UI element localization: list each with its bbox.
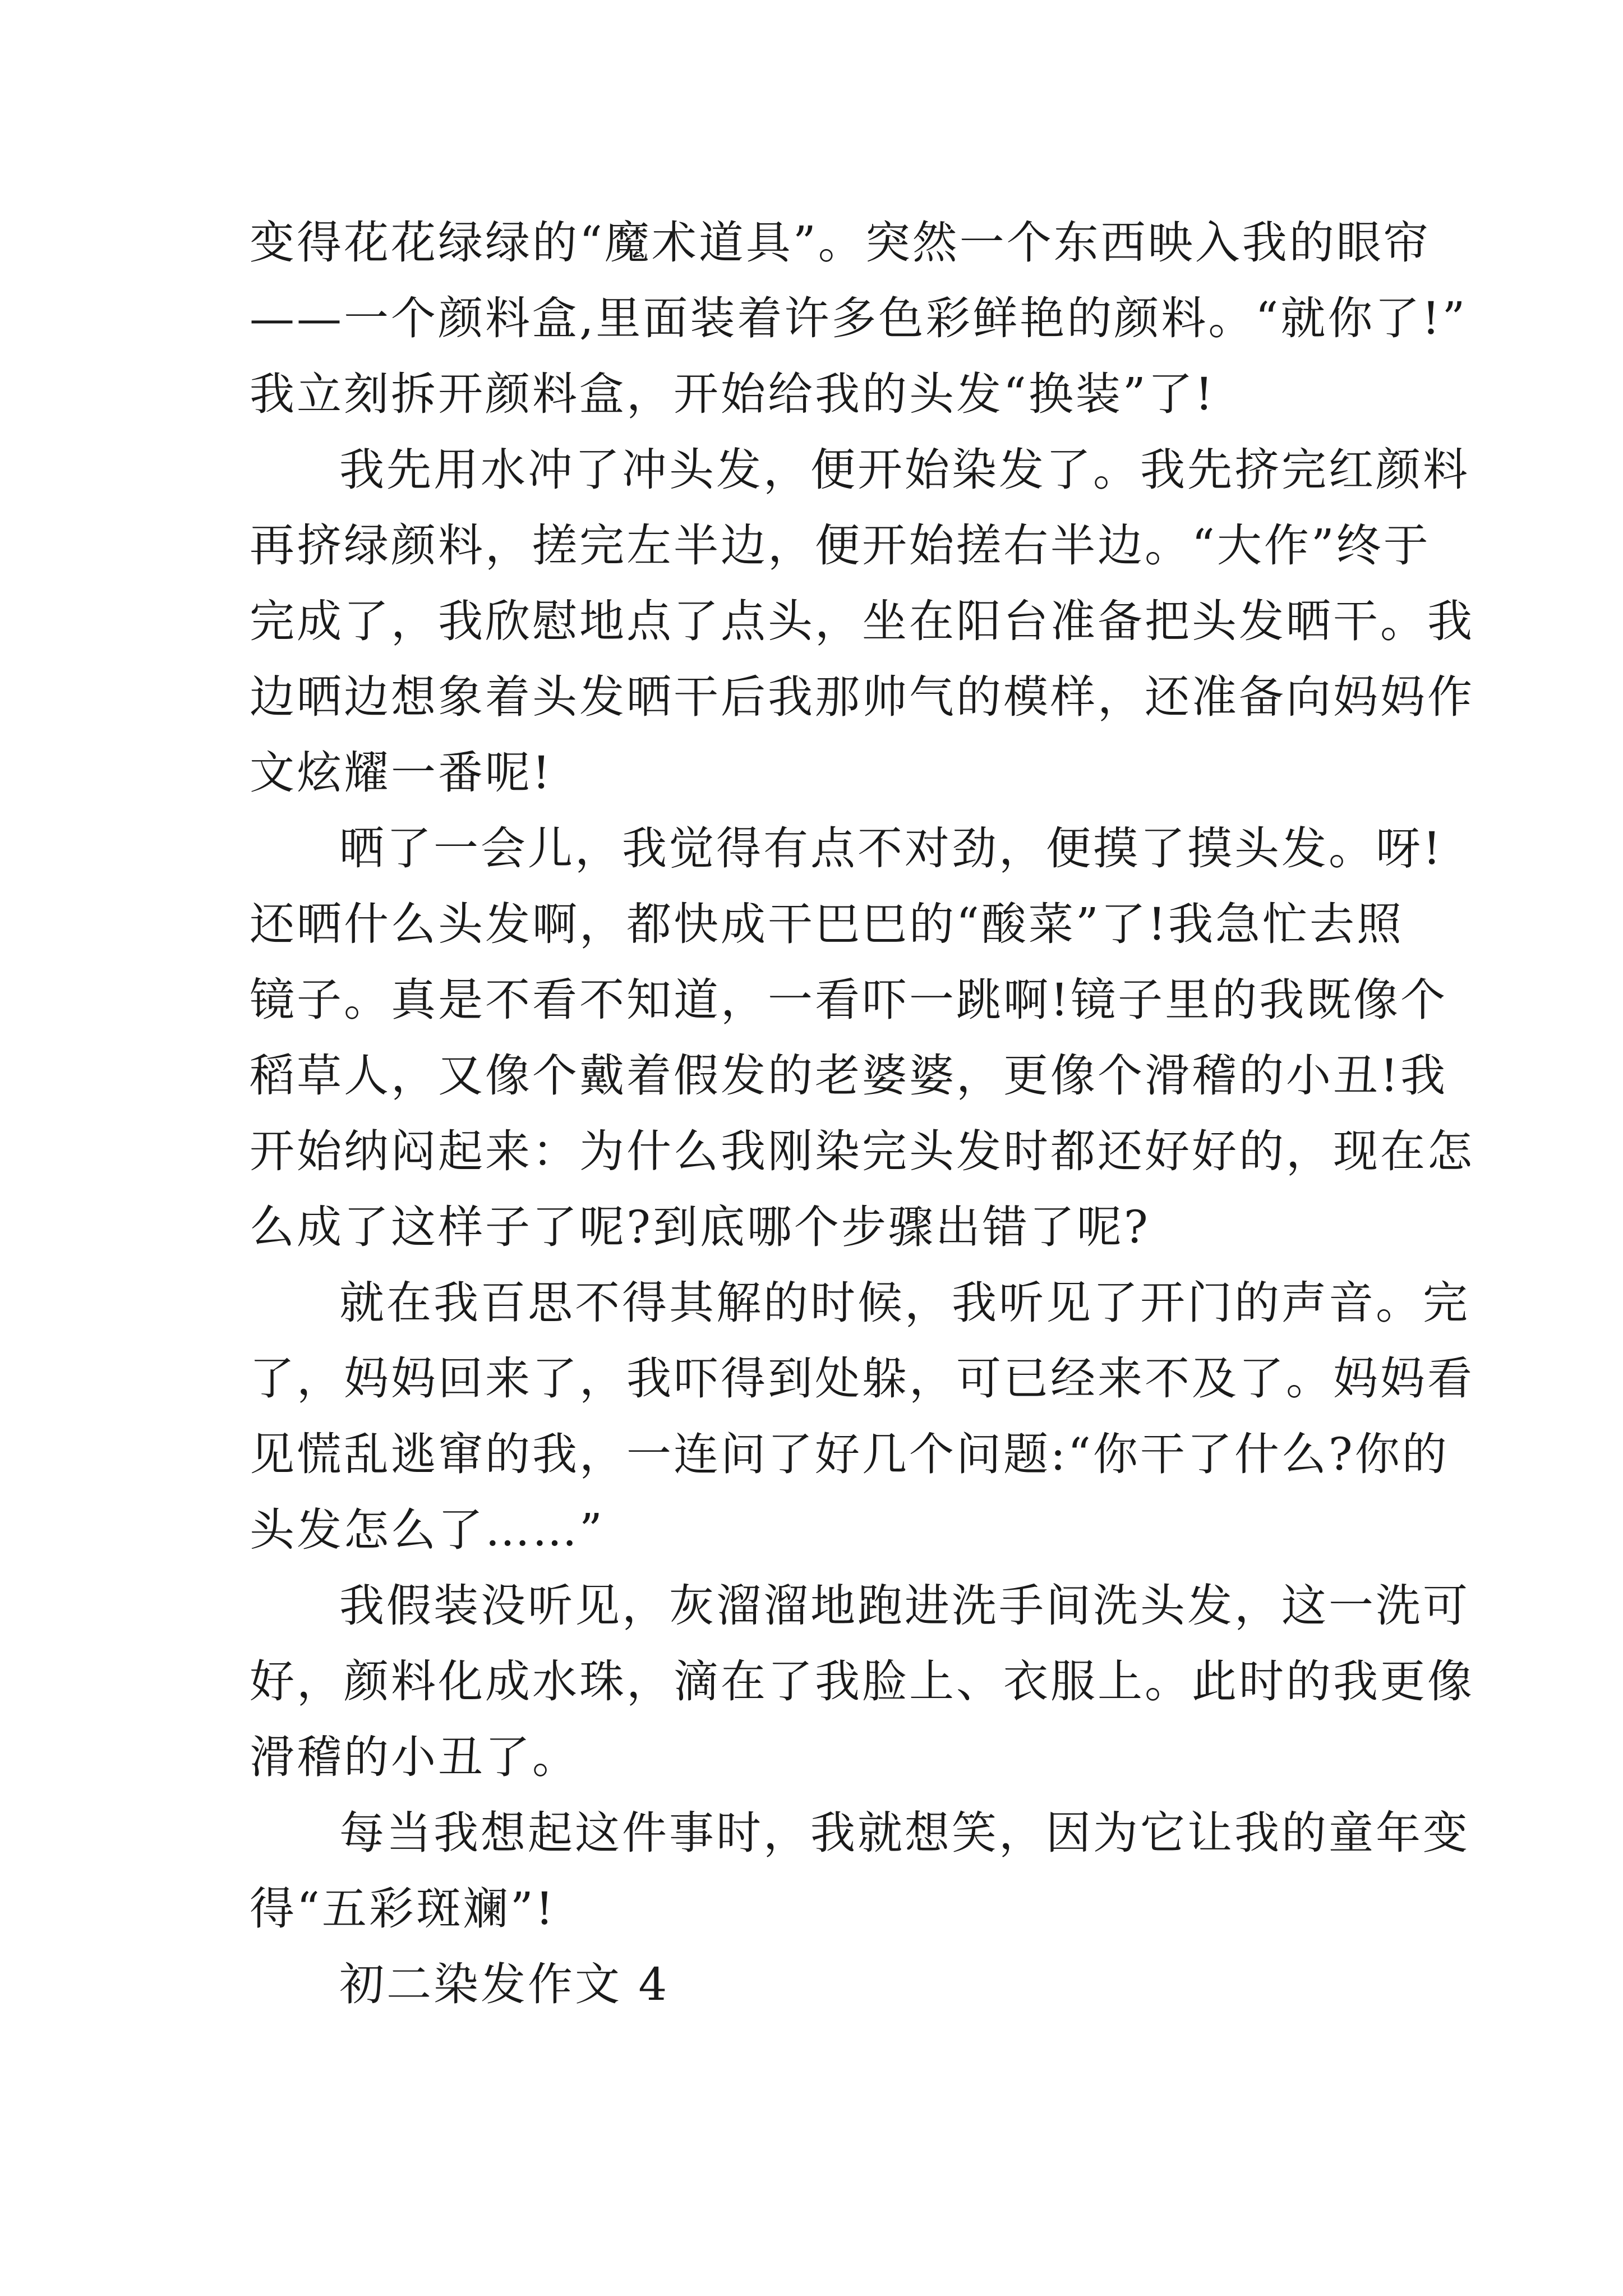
text-line: 还晒什么头发啊，都快成干巴巴的“酸菜”了!我急忙去照	[250, 898, 1404, 950]
text-line: 得“五彩斑斓”!	[250, 1883, 556, 1935]
text-line: ——一个颜料盒,里面装着许多色彩鲜艳的颜料。“就你了!”	[250, 292, 1468, 344]
text-line: 好，颜料化成水珠，滴在了我脸上、衣服上。此时的我更像	[250, 1655, 1474, 1708]
text-line: 再挤绿颜料，搓完左半边，便开始搓右半边。“大作”终于	[250, 519, 1431, 572]
text-line: 滑稽的小丑了。	[250, 1731, 579, 1783]
paragraph-start-line: 我先用水冲了冲头发，便开始染发了。我先挤完红颜料	[339, 444, 1470, 496]
text-line: 边晒边想象着头发晒干后我那帅气的模样，还准备向妈妈作	[250, 671, 1474, 723]
paragraph-start-line: 每当我想起这件事时，我就想笑，因为它让我的童年变	[339, 1807, 1470, 1859]
text-line: 变得花花绿绿的“魔术道具”。突然一个东西映入我的眼帘	[250, 217, 1431, 269]
paragraph-start-line: 我假装没听见，灰溜溜地跑进洗手间洗头发，这一洗可	[339, 1580, 1470, 1632]
text-line: 我立刻拆开颜料盒，开始给我的头发“换装”了!	[250, 368, 1215, 420]
paragraph-start-line: 晒了一会儿，我觉得有点不对劲，便摸了摸头发。呀!	[339, 822, 1444, 875]
text-line: 开始纳闷起来：为什么我刚染完头发时都还好好的，现在怎	[250, 1125, 1474, 1177]
section-heading: 初二染发作文 4	[339, 1958, 670, 2010]
text-line: 头发怎么了……”	[250, 1504, 605, 1556]
text-line: 见慌乱逃窜的我，一连问了好几个问题:“你干了什么?你的	[250, 1428, 1449, 1480]
essay-text	[250, 205, 1474, 2022]
paragraph-start-line: 就在我百思不得其解的时候，我听见了开门的声音。完	[339, 1277, 1470, 1329]
text-line: 文炫耀一番呢!	[250, 747, 553, 799]
text-line: 完成了，我欣慰地点了点头，坐在阳台准备把头发晒干。我	[250, 595, 1474, 647]
text-line: 稻草人，又像个戴着假发的老婆婆，更像个滑稽的小丑!我	[250, 1050, 1448, 1102]
text-line: 么成了这样子了呢?到底哪个步骤出错了呢?	[250, 1201, 1150, 1253]
text-line: 镜子。真是不看不知道，一看吓一跳啊!镜子里的我既像个	[250, 974, 1448, 1026]
text-line: 了，妈妈回来了，我吓得到处躲，可已经来不及了。妈妈看	[250, 1352, 1474, 1405]
